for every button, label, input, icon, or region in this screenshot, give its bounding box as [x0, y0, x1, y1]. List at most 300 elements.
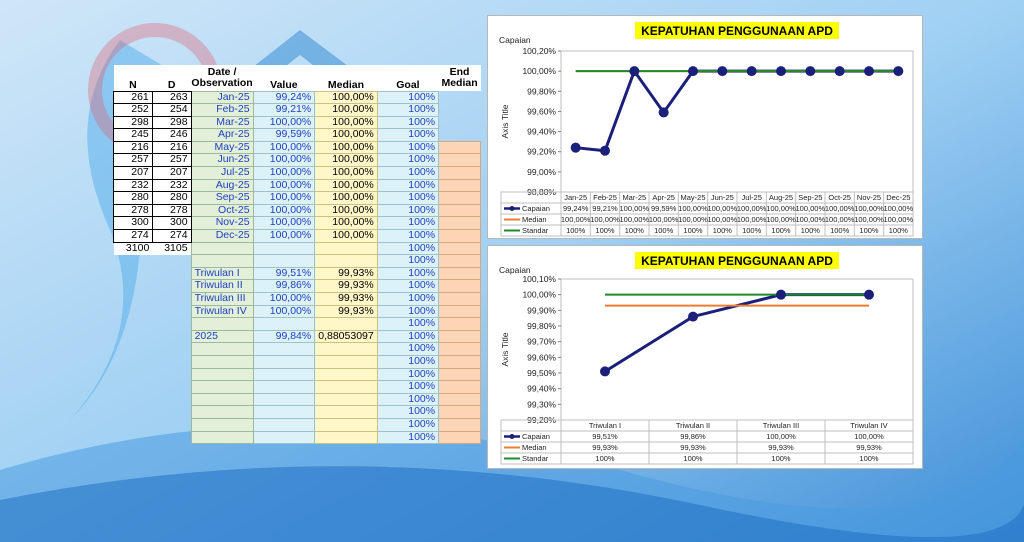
table-row	[114, 154, 481, 167]
cell-end-median	[439, 179, 481, 192]
category-label: Triwulan I	[588, 421, 622, 430]
cell-median	[315, 431, 377, 444]
legend-marker	[510, 206, 515, 211]
total-d: 3105	[152, 242, 191, 255]
cell-end-median	[439, 318, 481, 331]
data-label: 100%	[595, 454, 615, 463]
cell-blank	[152, 330, 191, 343]
data-label: 99,86%	[680, 432, 706, 441]
data-label: 100,00%	[883, 215, 914, 224]
cell-blank	[114, 330, 153, 343]
category-label: Triwulan II	[675, 421, 711, 430]
cell-date	[191, 255, 253, 268]
cell-median	[315, 418, 377, 431]
cell-n: 300	[114, 217, 153, 230]
y-tick-label: 99,70%	[527, 336, 556, 347]
plot-area	[561, 279, 913, 420]
cell-n: 252	[114, 104, 153, 117]
cell-blank	[152, 343, 191, 356]
cell-date	[191, 418, 253, 431]
cell-goal: 100%	[377, 318, 438, 331]
data-point	[600, 366, 610, 376]
cell-end-median	[439, 406, 481, 419]
table-row	[114, 204, 481, 217]
cell-blank	[152, 431, 191, 444]
data-point	[571, 143, 581, 153]
cell-blank	[114, 355, 153, 368]
cell-median: 100,00%	[315, 141, 377, 154]
cell-end-median	[439, 343, 481, 356]
cell-date	[191, 406, 253, 419]
cell-blank	[114, 255, 153, 268]
quarter-label: Triwulan I	[191, 267, 253, 280]
cell-goal: 100%	[377, 116, 438, 129]
col-header-goal: Goal	[377, 65, 438, 91]
cell-value	[253, 418, 315, 431]
cell-blank	[152, 393, 191, 406]
cell-date: Mar-25	[191, 116, 253, 129]
y-tick-label: 99,80%	[527, 321, 556, 331]
cell-date: Feb-25	[191, 104, 253, 117]
data-point	[835, 66, 845, 76]
category-label: Jan-25	[564, 193, 588, 202]
col-header-end-median: End Median	[439, 65, 481, 91]
category-label: Dec-25	[886, 193, 911, 202]
monthly-chart-svg	[488, 16, 922, 238]
cell-date: Dec-25	[191, 230, 253, 243]
cell-n: 261	[114, 91, 153, 104]
data-label: 100%	[566, 226, 586, 235]
y-unit-label: Capaian	[499, 265, 531, 275]
cell-n: 232	[114, 179, 153, 192]
cell-d: 280	[152, 192, 191, 205]
cell-end-median	[439, 355, 481, 368]
cell-value: 100,00%	[253, 217, 315, 230]
cell-blank	[114, 343, 153, 356]
data-point	[864, 66, 874, 76]
cell-median	[315, 255, 377, 268]
year-label: 2025	[191, 330, 253, 343]
data-label: 100,00%	[854, 204, 884, 213]
data-label: 100,00%	[707, 215, 738, 224]
cell-end-median	[439, 204, 481, 217]
cell-goal: 100%	[377, 418, 438, 431]
data-label: 100%	[888, 226, 908, 235]
legend-label: Standar	[522, 226, 549, 235]
cell-blank	[114, 280, 153, 293]
cell-value	[253, 355, 315, 368]
cell-date	[191, 368, 253, 381]
table-row	[114, 242, 481, 255]
cell-median: 100,00%	[315, 192, 377, 205]
cell-date	[191, 431, 253, 444]
cell-d: 263	[152, 91, 191, 104]
data-label: 99,21%	[592, 204, 618, 213]
quarter-median: 99,93%	[315, 305, 377, 318]
cell-value	[253, 393, 315, 406]
category-label: Aug-25	[768, 193, 794, 202]
year-median: 0,88053097	[315, 330, 377, 343]
cell-goal: 100%	[377, 267, 438, 280]
cell-median: 100,00%	[315, 129, 377, 142]
table-row	[114, 280, 481, 293]
cell-median: 100,00%	[315, 204, 377, 217]
cell-median	[315, 393, 377, 406]
cell-goal: 100%	[377, 154, 438, 167]
cell-blank	[152, 267, 191, 280]
data-label: 100%	[859, 226, 879, 235]
cell-goal: 100%	[377, 431, 438, 444]
table-row	[114, 217, 481, 230]
cell-median: 100,00%	[315, 91, 377, 104]
cell-median	[315, 343, 377, 356]
cell-goal: 100%	[377, 129, 438, 142]
data-point	[805, 66, 815, 76]
cell-date: Oct-25	[191, 204, 253, 217]
table-row	[114, 393, 481, 406]
quarter-value: 100,00%	[253, 305, 315, 318]
cell-blank	[114, 381, 153, 394]
cell-date	[191, 343, 253, 356]
cell-date: Jul-25	[191, 167, 253, 180]
monthly-chart	[487, 15, 923, 239]
chart-title: KEPATUHAN PENGGUNAAN APD	[641, 24, 833, 38]
y-tick-label: 100,00%	[522, 66, 556, 77]
data-label: 99,51%	[592, 432, 618, 441]
data-label: 100%	[800, 226, 820, 235]
data-label: 99,93%	[592, 443, 618, 452]
legend-label: Standar	[522, 454, 549, 463]
cell-end-median	[439, 267, 481, 280]
total-n: 3100	[114, 242, 153, 255]
cell-goal: 100%	[377, 330, 438, 343]
cell-goal: 100%	[377, 192, 438, 205]
cell-value	[253, 318, 315, 331]
cell-end-median	[439, 381, 481, 394]
data-label: 100%	[712, 226, 732, 235]
legend-label: Median	[522, 215, 547, 224]
data-label: 100,00%	[736, 204, 767, 213]
cell-n: 257	[114, 154, 153, 167]
cell-value: 100,00%	[253, 154, 315, 167]
y-tick-label: 98,80%	[527, 187, 556, 197]
cell-value: 100,00%	[253, 179, 315, 192]
cell-goal: 100%	[377, 167, 438, 180]
data-point	[688, 312, 698, 322]
cell-goal: 100%	[377, 230, 438, 243]
table-row	[114, 230, 481, 243]
cell-median: 100,00%	[315, 104, 377, 117]
cell-goal: 100%	[377, 242, 438, 255]
data-point	[688, 66, 698, 76]
cell-median: 100,00%	[315, 230, 377, 243]
table-row	[114, 116, 481, 129]
data-label: 99,24%	[562, 204, 589, 213]
y-tick-label: 99,30%	[527, 399, 556, 410]
y-tick-label: 100,20%	[522, 46, 556, 56]
quarter-value: 99,51%	[253, 267, 315, 280]
cell-median: 100,00%	[315, 154, 377, 167]
y-tick-label: 99,40%	[527, 126, 556, 137]
cell-n: 245	[114, 129, 153, 142]
cell-date: Sep-25	[191, 192, 253, 205]
table-row	[114, 305, 481, 318]
quarter-label: Triwulan IV	[191, 305, 253, 318]
table-row	[114, 129, 481, 142]
y-tick-label: 99,20%	[527, 415, 556, 425]
cell-n: 207	[114, 167, 153, 180]
cell-date: Aug-25	[191, 179, 253, 192]
cell-blank	[114, 406, 153, 419]
legend-label: Median	[522, 443, 547, 452]
cell-d: 298	[152, 116, 191, 129]
y-tick-label: 99,80%	[527, 86, 556, 97]
data-label: 100%	[771, 226, 791, 235]
cell-median: 100,00%	[315, 167, 377, 180]
quarterly-chart	[487, 245, 923, 469]
year-value: 99,84%	[253, 330, 315, 343]
cell-date	[191, 393, 253, 406]
cell-value: 99,21%	[253, 104, 315, 117]
cell-date	[191, 242, 253, 255]
cell-blank	[114, 431, 153, 444]
table-row	[114, 368, 481, 381]
cell-end-median	[439, 255, 481, 268]
cell-median	[315, 242, 377, 255]
cell-blank	[114, 267, 153, 280]
category-label: Feb-25	[593, 193, 617, 202]
data-label: 99,59%	[650, 204, 677, 213]
quarter-median: 99,93%	[315, 280, 377, 293]
cell-d: 254	[152, 104, 191, 117]
cell-end-median	[439, 293, 481, 306]
cell-value: 100,00%	[253, 192, 315, 205]
data-label: 99,93%	[856, 443, 882, 452]
cell-value: 100,00%	[253, 141, 315, 154]
legend-label: Capaian	[522, 432, 550, 441]
category-label: Mar-25	[622, 193, 647, 202]
legend-label: Capaian	[522, 204, 550, 213]
y-axis-title: Axis Title	[500, 332, 510, 367]
table-row	[114, 179, 481, 192]
cell-value: 100,00%	[253, 116, 315, 129]
quarter-value: 100,00%	[253, 293, 315, 306]
data-label: 100,00%	[619, 204, 650, 213]
cell-n: 274	[114, 230, 153, 243]
cell-value	[253, 406, 315, 419]
col-header-d: D	[152, 65, 191, 91]
cell-goal: 100%	[377, 280, 438, 293]
cell-end-median	[439, 280, 481, 293]
data-label: 100,00%	[795, 204, 826, 213]
cell-n: 280	[114, 192, 153, 205]
data-label: 100,00%	[766, 215, 796, 224]
cell-blank	[152, 381, 191, 394]
cell-goal: 100%	[377, 406, 438, 419]
data-label: 99,93%	[680, 443, 706, 452]
data-label: 100%	[683, 226, 703, 235]
cell-value: 100,00%	[253, 167, 315, 180]
data-label: 100%	[742, 226, 762, 235]
cell-n: 216	[114, 141, 153, 154]
cell-value	[253, 381, 315, 394]
category-label: Nov-25	[856, 193, 882, 202]
cell-blank	[152, 406, 191, 419]
y-tick-label: 99,60%	[527, 106, 556, 117]
cell-blank	[152, 418, 191, 431]
data-label: 100,00%	[824, 215, 855, 224]
cell-end-median	[439, 230, 481, 243]
data-label: 100%	[624, 226, 644, 235]
cell-date: Jun-25	[191, 154, 253, 167]
category-label: Apr-25	[652, 193, 675, 202]
data-point	[776, 290, 786, 300]
cell-goal: 100%	[377, 255, 438, 268]
cell-median	[315, 318, 377, 331]
cell-d: 232	[152, 179, 191, 192]
data-point	[747, 66, 757, 76]
data-label: 100,00%	[707, 204, 738, 213]
cell-median	[315, 368, 377, 381]
table-row	[114, 318, 481, 331]
cell-end-median	[439, 154, 481, 167]
cell-value	[253, 242, 315, 255]
quarter-label: Triwulan II	[191, 280, 253, 293]
cell-end-median	[439, 116, 481, 129]
y-tick-label: 100,00%	[522, 289, 556, 300]
y-unit-label: Capaian	[499, 35, 531, 45]
cell-blank	[152, 355, 191, 368]
col-header-median: Median	[315, 65, 377, 91]
table-row	[114, 192, 481, 205]
cell-goal: 100%	[377, 293, 438, 306]
cell-date: Nov-25	[191, 217, 253, 230]
table-row	[114, 330, 481, 343]
table-row	[114, 418, 481, 431]
data-point	[659, 107, 669, 117]
table-row	[114, 406, 481, 419]
quarterly-chart-svg	[488, 246, 922, 468]
cell-goal: 100%	[377, 305, 438, 318]
col-header-value: Value	[253, 65, 315, 91]
cell-blank	[114, 318, 153, 331]
cell-date: Jan-25	[191, 91, 253, 104]
cell-median: 100,00%	[315, 116, 377, 129]
cell-median: 100,00%	[315, 179, 377, 192]
data-sheet	[113, 65, 481, 444]
data-label: 100,00%	[619, 215, 650, 224]
data-label: 100%	[595, 226, 615, 235]
cell-median	[315, 355, 377, 368]
cell-d: 300	[152, 217, 191, 230]
cell-end-median	[439, 305, 481, 318]
data-label: 100%	[654, 226, 674, 235]
cell-date	[191, 381, 253, 394]
data-label: 100,00%	[590, 215, 620, 224]
cell-value: 99,59%	[253, 129, 315, 142]
cell-date	[191, 318, 253, 331]
cell-value: 99,24%	[253, 91, 315, 104]
data-label: 100%	[683, 454, 703, 463]
cell-goal: 100%	[377, 141, 438, 154]
cell-goal: 100%	[377, 393, 438, 406]
cell-value	[253, 343, 315, 356]
cell-goal: 100%	[377, 204, 438, 217]
cell-value: 100,00%	[253, 204, 315, 217]
data-label: 100,00%	[795, 215, 826, 224]
data-label: 100,00%	[678, 204, 708, 213]
cell-end-median	[439, 418, 481, 431]
chart-title: KEPATUHAN PENGGUNAAN APD	[641, 254, 833, 268]
category-label: Jul-25	[741, 193, 762, 202]
cell-end-median	[439, 217, 481, 230]
cell-blank	[114, 393, 153, 406]
cell-median	[315, 406, 377, 419]
data-label: 100%	[771, 454, 791, 463]
series-line-capaian	[576, 71, 899, 151]
y-tick-label: 99,20%	[527, 146, 556, 157]
cell-end-median	[439, 393, 481, 406]
table-row	[114, 255, 481, 268]
cell-date: Apr-25	[191, 129, 253, 142]
quarter-median: 99,93%	[315, 267, 377, 280]
table-row	[114, 343, 481, 356]
cell-end-median	[439, 368, 481, 381]
quarter-median: 99,93%	[315, 293, 377, 306]
y-tick-label: 99,90%	[527, 305, 556, 316]
table-row	[114, 381, 481, 394]
cell-blank	[114, 418, 153, 431]
cell-d: 278	[152, 204, 191, 217]
category-label: Jun-25	[710, 193, 734, 202]
cell-blank	[152, 280, 191, 293]
table-row	[114, 431, 481, 444]
y-tick-label: 99,00%	[527, 166, 556, 177]
cell-value	[253, 255, 315, 268]
data-label: 100,00%	[854, 432, 884, 441]
cell-goal: 100%	[377, 368, 438, 381]
cell-date	[191, 355, 253, 368]
data-point	[600, 146, 610, 156]
col-header-n: N	[114, 65, 153, 91]
cell-goal: 100%	[377, 217, 438, 230]
cell-blank	[152, 318, 191, 331]
cell-d: 257	[152, 154, 191, 167]
data-label: 100,00%	[766, 204, 796, 213]
cell-blank	[114, 305, 153, 318]
data-label: 100,00%	[560, 215, 591, 224]
cell-end-median	[439, 104, 481, 117]
cell-end-median	[439, 192, 481, 205]
data-label: 100,00%	[766, 432, 796, 441]
cell-goal: 100%	[377, 179, 438, 192]
table-row	[114, 355, 481, 368]
data-label: 100%	[859, 454, 879, 463]
category-label: Triwulan III	[762, 421, 800, 430]
cell-end-median	[439, 141, 481, 154]
cell-end-median	[439, 129, 481, 142]
data-label: 99,93%	[768, 443, 794, 452]
cell-n: 298	[114, 116, 153, 129]
cell-date: May-25	[191, 141, 253, 154]
cell-blank	[152, 293, 191, 306]
table-row	[114, 267, 481, 280]
cell-blank	[152, 305, 191, 318]
data-point	[629, 66, 639, 76]
cell-blank	[152, 368, 191, 381]
category-label: Oct-25	[828, 193, 851, 202]
data-label: 100,00%	[736, 215, 767, 224]
